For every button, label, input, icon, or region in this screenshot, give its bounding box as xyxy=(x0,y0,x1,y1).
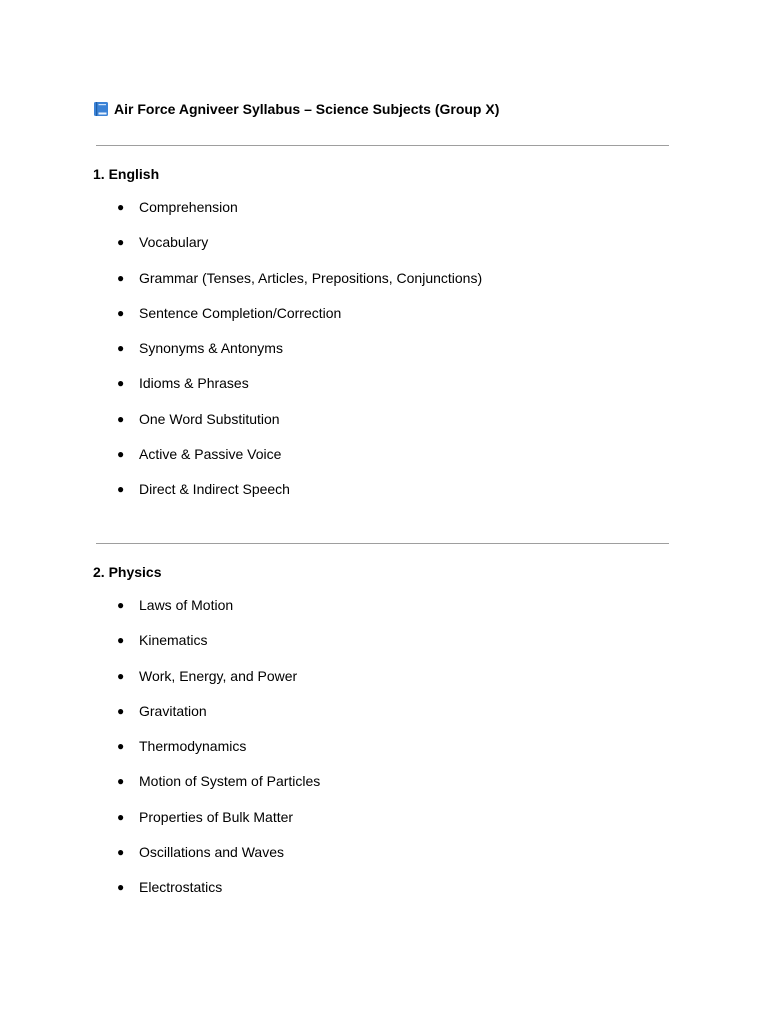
bullet-icon: ● xyxy=(117,270,125,285)
bullet-icon: ● xyxy=(117,633,125,648)
bullet-icon: ● xyxy=(117,598,125,612)
document-title-text: Air Force Agniveer Syllabus – Science Subjects (Group X) xyxy=(114,101,500,117)
bullet-icon: ● xyxy=(117,703,125,718)
bullet-icon: ● xyxy=(117,200,125,214)
section-divider xyxy=(96,543,669,544)
bullet-icon: ● xyxy=(117,668,125,683)
bullet-icon: ● xyxy=(117,447,125,462)
blue-book-icon xyxy=(93,101,109,117)
section-heading-physics: 2. Physics xyxy=(93,564,162,580)
document-page: Air Force Agniveer Syllabus – Science Subjects (Group X) 1. English ● Comprehension ● Vocabulary ● Grammar (Tenses, Articles, Prepositions, Conjunctions) ● Sentence Completion/Correction ● Synonyms & Antonyms ● Idioms & Phrases ● One Word Substitution ● Active & Passive Voice ● Direct & Indirect Speech 2. Physics ● Laws of Motion ● Kinematics ● Work, Energy, and Power ● Gravitation ● Thermodynamics ● Motion of System of Particles ● Properties of Bulk Matter ● Oscillations and Waves ● Electrostatics xyxy=(0,0,768,1024)
bullet-icon: ● xyxy=(117,739,125,754)
bullet-icon: ● xyxy=(117,774,125,789)
bullet-icon: ● xyxy=(117,376,125,391)
section-divider xyxy=(96,145,669,146)
bullet-icon: ● xyxy=(117,235,125,250)
bullet-icon: ● xyxy=(117,845,125,860)
bullet-icon: ● xyxy=(117,305,125,320)
bullet-icon: ● xyxy=(117,482,125,497)
bullet-icon: ● xyxy=(117,809,125,824)
document-title xyxy=(93,100,499,118)
bullet-icon: ● xyxy=(117,411,125,426)
section-heading-english: 1. English xyxy=(93,166,160,182)
bullet-icon: ● xyxy=(117,880,125,895)
bullet-icon: ● xyxy=(117,341,125,356)
